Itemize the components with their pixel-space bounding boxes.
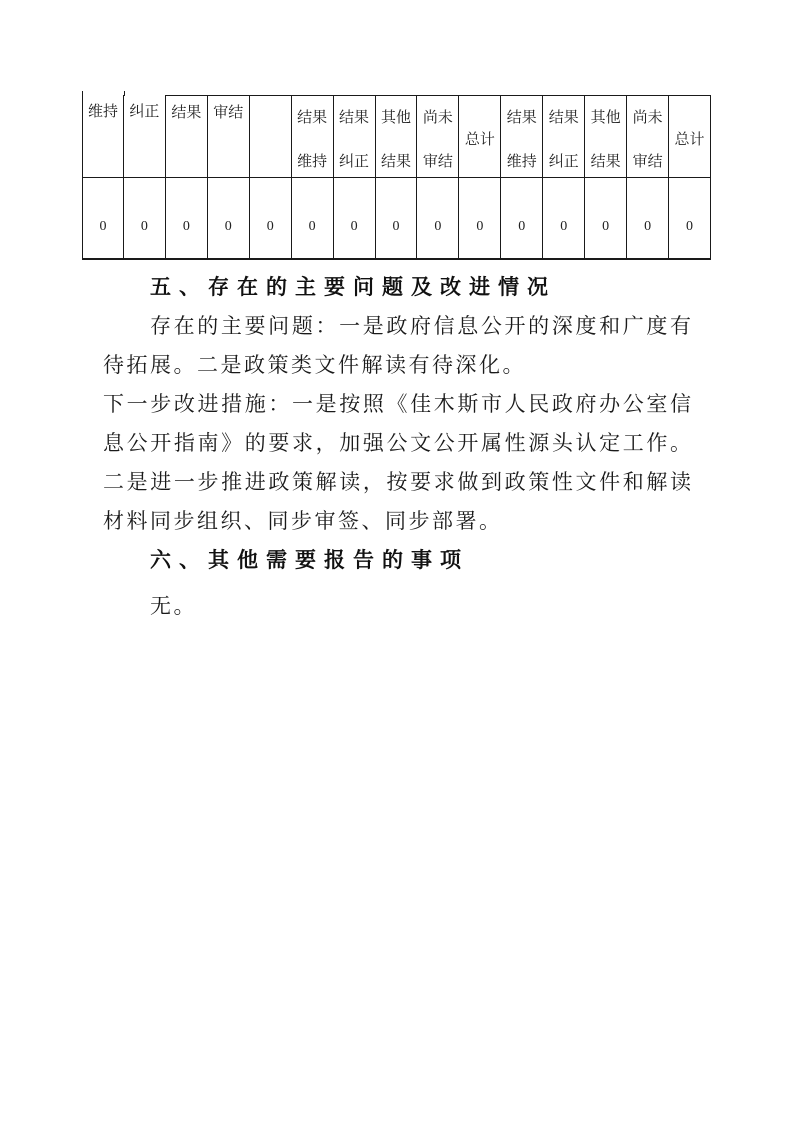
table-value-cell: 0	[627, 177, 669, 258]
table-header-cell	[250, 95, 292, 184]
table-header-cell	[501, 95, 543, 184]
table-value-cell: 0	[669, 177, 711, 258]
table-value-cell: 0	[334, 177, 376, 258]
table-header-text: 维持	[506, 154, 537, 170]
table-header-cell	[82, 95, 124, 184]
table-header-text: 结果	[380, 154, 411, 170]
table-value-cell: 0	[376, 177, 418, 258]
table-header-text: 结果	[339, 110, 370, 126]
table-header-text: 结果	[590, 154, 621, 170]
table-header-text: 其他	[590, 110, 621, 126]
table-value-cell: 0	[166, 177, 208, 258]
table-header-text: 结果	[548, 110, 579, 126]
body-text-line: 材料同步组织、同步审签、同步部署。	[103, 509, 503, 533]
table-header-text: 审结	[632, 154, 663, 170]
table-header-text: 尚未	[632, 110, 663, 126]
table-header-cell	[292, 95, 334, 184]
table-header-text: 维持	[297, 154, 328, 170]
table-header-cell	[417, 95, 459, 184]
table-value-cell: 0	[124, 177, 166, 258]
body-text-line: 存在的主要问题：一是政府信息公开的深度和广度有	[150, 314, 693, 338]
section-heading: 五、存在的主要问题及改进情况	[150, 275, 556, 299]
table-header-cell	[166, 95, 208, 184]
table-header-text: 维持	[87, 104, 118, 120]
statistics-table	[82, 95, 711, 260]
table-header-cell	[669, 95, 711, 184]
table-value-cell: 0	[208, 177, 250, 258]
body-text-line: 下一步改进措施：一是按照《佳木斯市人民政府办公室信	[103, 392, 693, 416]
report-text-block	[103, 268, 693, 626]
body-text-line: 息公开指南》的要求，加强公文公开属性源头认定工作。	[103, 431, 693, 455]
table-header-cell	[124, 95, 166, 184]
table-value-cell: 0	[585, 177, 627, 258]
table-value-cell: 0	[417, 177, 459, 258]
table-header-text: 总计	[674, 131, 705, 148]
table-data-row	[82, 177, 711, 260]
table-header-text: 结果	[171, 105, 202, 121]
table-header-cell	[543, 95, 585, 184]
table-value-cell: 0	[82, 177, 124, 258]
table-value-cell: 0	[459, 177, 501, 258]
table-header-text: 纠正	[548, 154, 579, 170]
body-text-line: 二是进一步推进政策解读，按要求做到政策性文件和解读	[103, 470, 693, 494]
table-header-cell	[585, 95, 627, 184]
table-header-text: 纠正	[339, 154, 370, 170]
section-heading: 六、其他需要报告的事项	[150, 548, 469, 572]
table-value-cell: 0	[543, 177, 585, 258]
table-value-cell: 0	[250, 177, 292, 258]
table-header-cell	[334, 95, 376, 184]
table-split-stub-right	[124, 91, 125, 96]
table-header-text: 结果	[506, 110, 537, 126]
table-header-text: 审结	[213, 105, 244, 121]
body-text-line: 无。	[150, 594, 197, 618]
table-header-text: 纠正	[129, 104, 160, 120]
table-header-text: 尚未	[422, 110, 453, 126]
table-header-row	[82, 95, 711, 177]
table-header-cell	[376, 95, 418, 184]
table-header-cell	[459, 95, 501, 184]
table-split-stub-left	[82, 91, 83, 96]
table-value-cell: 0	[292, 177, 334, 258]
table-header-cell	[208, 95, 250, 184]
table-header-text: 其他	[380, 110, 411, 126]
table-header-text: 总计	[464, 131, 495, 148]
table-header-text: 结果	[297, 110, 328, 126]
table-header-text: 审结	[422, 154, 453, 170]
table-value-cell: 0	[501, 177, 543, 258]
body-text-line: 待拓展。二是政策类文件解读有待深化。	[103, 353, 526, 377]
table-header-cell	[627, 95, 669, 184]
